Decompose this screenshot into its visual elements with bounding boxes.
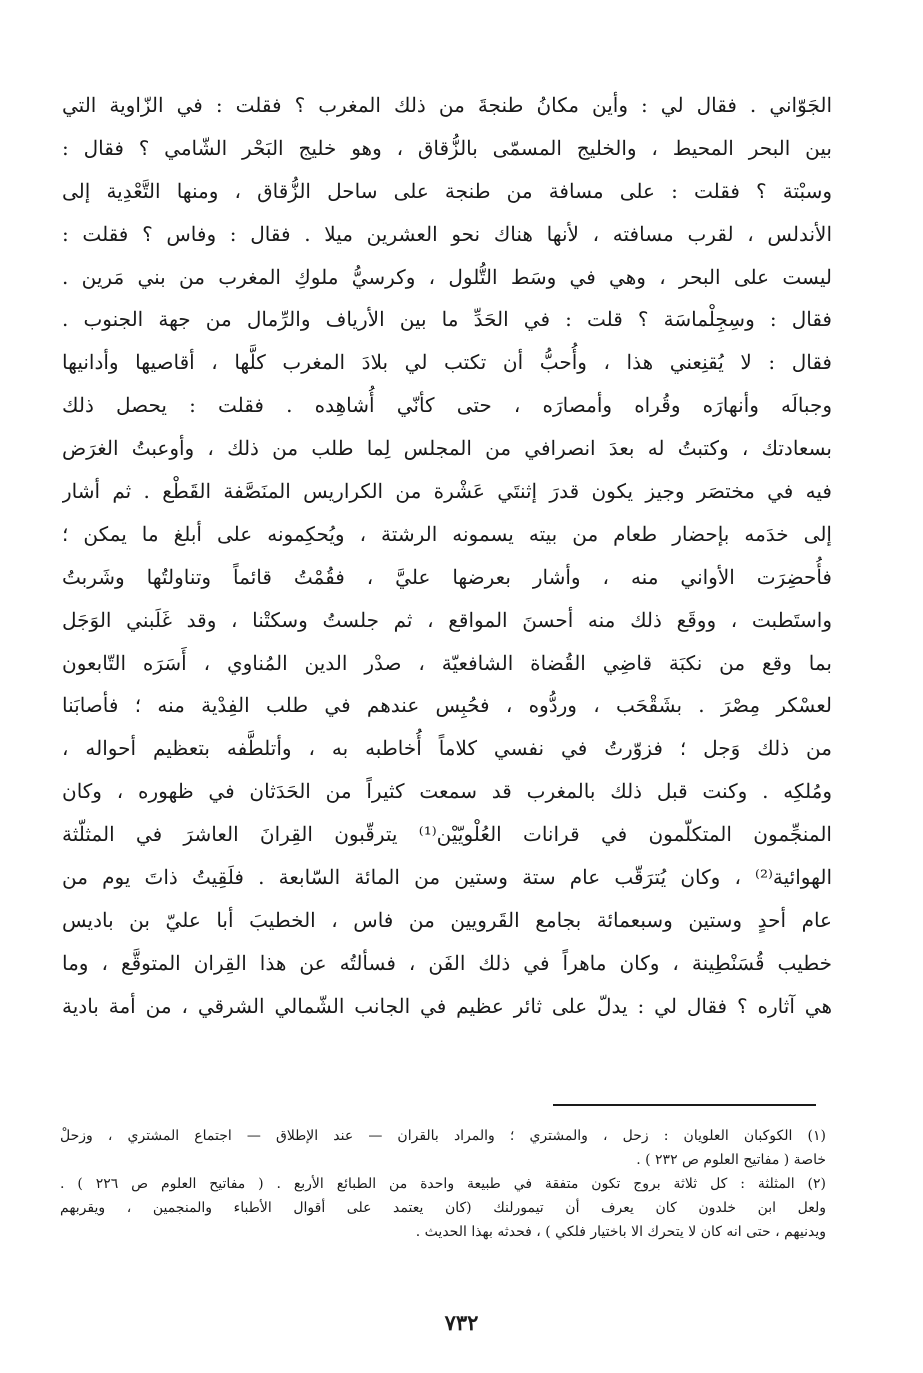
text-line: ومُلكِه . وكنت قبل ذلك بالمغرب قد سمعت كثيراً من الحَدَثان في ظهوره ، وكان bbox=[62, 779, 832, 804]
text-line: فقال : لا يُقنِعني هذا ، وأُحبُّ أن تكتب لي بلادَ المغرب كلَّها ، أقاصيها وأدانيها bbox=[62, 350, 832, 375]
text-line: بما وقع من نكبَة قاضِي القُضاة الشافعيّة ، صدْر الدين المُناوي ، أَسَرَه التّابعون bbox=[62, 650, 832, 675]
page-number: ٧٣٢ bbox=[444, 1310, 479, 1335]
text-line: عام أحدٍ وستين وسبعمائة بجامع القَرويين من فاس ، الخطيبَ أبا عليّ بن باديس bbox=[62, 907, 832, 932]
text-line: ليست على البحر ، وهي في وسَط التُّلول ، وكرسيُّ ملوكِ المغرب من بني مَرين . bbox=[62, 264, 832, 289]
text-line: بين البحر المحيط ، والخليج المسمّى بالزُّقاق ، وهو خليج البَحْر الشّامي ؟ فقال : bbox=[62, 135, 832, 160]
footnotes bbox=[60, 1124, 826, 1244]
footnote-separator bbox=[553, 1104, 816, 1106]
text-line: فأُحضِرَت الأواني منه ، وأشار بعرضها عليَّ ، فقُمْتُ قائماً وتناولتُها وشَربتُ bbox=[62, 564, 832, 589]
text-line: وسبْتة ؟ فقلت : على مسافة من طنجة على ساحل الزُّقاق ، ومنها التَّعْدِية إلى bbox=[62, 178, 832, 203]
text-line: واستَطبت ، ووقَع ذلك منه أحسنَ المواقع ، ثم جلستُ وسكتْنا ، وقد غَلَبني الوَجَل bbox=[62, 607, 832, 632]
text-line: فقال : وسِجِلْماسَة ؟ قلت : في الحَدِّ ما بين الأرياف والرِّمال من جهة الجنوب . bbox=[62, 307, 832, 332]
text-line: خطيب قُسَنْطِينة ، وكان ماهراً في ذلك الفَن ، فسألتُه عن هذا القِران المتوقَّع ، وما bbox=[62, 950, 832, 975]
footnote-line: (١) الكوكبان العلويان : زحل ، والمشتري ؛ والمراد بالقران — عند الإطلاق — اجتماع المشتري ، وزحلْ bbox=[60, 1128, 826, 1144]
text-line: فيه في مختصَر وجيز يكون قدرَ إثنتَي عَشْرة من الكراريس المنَصَّفة القَطْع . ثم أشار bbox=[62, 479, 832, 504]
text-line: الهوائية⁽²⁾ ، وكان يُترَقّب عام ستة وستين من المائة السّابعة . فلَقِيتُ ذاتَ يوم من bbox=[62, 865, 832, 890]
footnote-line: ويدنيهم ، حتى انه كان لا يتحرك الا باختيار فلكي ) ، فحدثه بهذا الحديث . bbox=[415, 1224, 826, 1240]
text-line: الأندلس ، لقرب مسافته ، لأنها هناك نحو العشرين ميلا . فقال : وفاس ؟ فقلت : bbox=[62, 221, 832, 246]
footnote-line: خاصة ( مفاتيح العلوم ص ٢٣٢ ) . bbox=[636, 1152, 826, 1168]
text-line: الجَوّاني . فقال لي : وأين مكانُ طنجةَ من ذلك المغرب ؟ فقلت : في الزّاوية التي bbox=[62, 93, 832, 117]
text-line: المنجِّمون المتكلّمون في قرانات العُلْويّيْن⁽¹⁾ يترقّبون القِرانَ العاشرَ في المثلّثة bbox=[62, 822, 832, 847]
footnote-line: (٢) المثلثة : كل ثلاثة بروج تكون متفقة في طبيعة واحدة من الطبائع الأربع . ( مفاتيح العلوم ص ٢٢٦ ) . bbox=[60, 1176, 826, 1192]
text-line: وجبالَه وأنهارَه وقُراه وأمصارَه ، حتى كأنّي أُشاهِده . فقلت : يحصل ذلك bbox=[62, 393, 832, 418]
text-line: إلى خدَمه بإحضار طعام من بيته يسمونه الرشتة ، ويُحكِمونه على أبلغ ما يمكن ؛ bbox=[62, 521, 832, 546]
footnote-line: ولعل ابن خلدون كان يعرف أن تيمورلنك (كان يعتمد على أقوال الأطباء والمنجمين ، ويقربهم bbox=[60, 1200, 826, 1216]
text-line: لعسْكر مِصْرَ . بشَقْحَب ، وردُّوه ، فحُبِس عندهم في طلب الفِدْية منه ؛ فأصابَنا bbox=[62, 693, 832, 718]
text-line: بسعادتك ، وكتبتُ له بعدَ انصرافي من المجلس لِما طلب من ذلك ، وأوعبتُ الغرَض bbox=[62, 436, 832, 461]
text-line: هي آثاره ؟ فقال لي : يدلّ على ثائر عظيم في الجانب الشّمالي الشرقي ، من أمة بادية bbox=[62, 993, 832, 1018]
text-line: من ذلك وَجل ؛ فزوّرتُ في نفسي كلاماً أُخاطبه به ، وأتلطَّفه بتعظيم أحواله ، bbox=[62, 736, 832, 761]
main-text-block bbox=[62, 84, 832, 1028]
